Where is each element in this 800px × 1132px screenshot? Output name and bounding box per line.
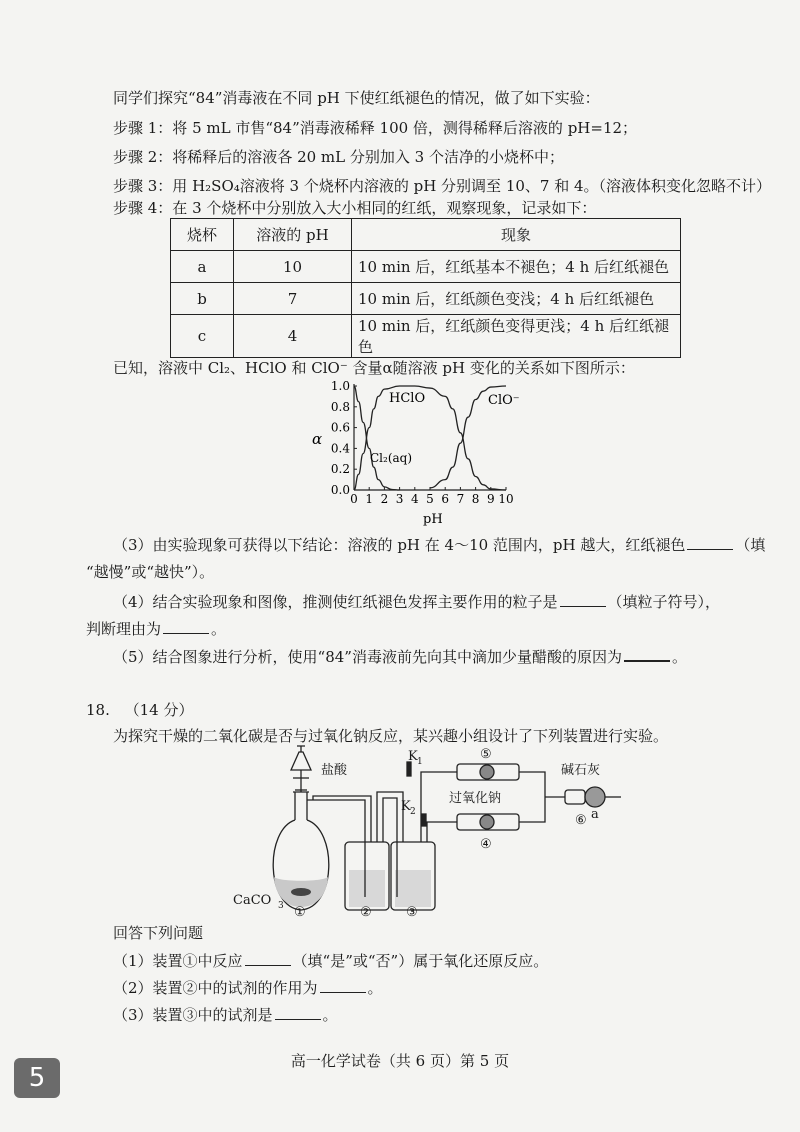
question-4-line2 bbox=[86, 619, 226, 639]
question-4-suffix: （填粒子符号）， bbox=[607, 593, 721, 611]
known-text: 已知，溶液中 Cl₂、HClO 和 ClO⁻ 含量α随溶液 pH 变化的关系如下图所示： bbox=[113, 359, 635, 377]
question-18-3 bbox=[113, 1005, 338, 1025]
y-tick-label: 0.6 bbox=[330, 420, 350, 435]
answer-blank-18-1[interactable] bbox=[245, 951, 291, 966]
observation-table bbox=[170, 218, 681, 358]
table-header-row bbox=[171, 219, 681, 251]
label-k1-sub: 1 bbox=[417, 757, 423, 767]
x-axis-label: pH bbox=[423, 512, 443, 527]
step-3: 步骤 3：用 H₂SO₄溶液将 3 个烧杯内溶液的 pH 分别调至 10、7 和 4。（溶液体积变化忽略不计） bbox=[113, 177, 772, 195]
answer-blank-q4-particle[interactable] bbox=[560, 592, 606, 607]
answer-prompt: 回答下列问题 bbox=[113, 924, 204, 942]
page-number-badge: 5 bbox=[14, 1058, 60, 1098]
x-tick-label: 4 bbox=[410, 492, 419, 506]
x-tick-label: 2 bbox=[380, 492, 389, 506]
question-18-score: （14 分） bbox=[124, 701, 194, 719]
step-2: 步骤 2：将稀释后的溶液各 20 mL 分别加入 3 个洁净的小烧杯中； bbox=[113, 148, 564, 166]
answer-blank-q4-reason[interactable] bbox=[163, 619, 209, 634]
question-18-3-suffix: 。 bbox=[322, 1006, 338, 1024]
label-k1: K bbox=[408, 749, 418, 764]
cell-beaker: a bbox=[171, 251, 234, 283]
label-soda-lime: 碱石灰 bbox=[561, 763, 601, 778]
x-tick-label: 3 bbox=[395, 492, 404, 506]
question-3-line2: “越慢”或“越快”）。 bbox=[86, 563, 215, 581]
x-tick-label: 8 bbox=[471, 492, 480, 506]
alpha-ph-chart bbox=[305, 378, 520, 530]
y-tick-label: 0.2 bbox=[330, 462, 350, 477]
table-row bbox=[171, 283, 681, 315]
answer-blank-18-3[interactable] bbox=[275, 1005, 321, 1020]
question-18-2 bbox=[113, 978, 383, 998]
x-tick-label: 5 bbox=[426, 492, 434, 506]
table-row bbox=[171, 251, 681, 283]
label-apparatus-5: ⑤ bbox=[480, 747, 492, 762]
question-18-1-text: （1）装置①中反应 bbox=[113, 952, 243, 970]
label-apparatus-3: ③ bbox=[406, 905, 418, 917]
cell-beaker: b bbox=[171, 283, 234, 315]
label-apparatus-4: ④ bbox=[480, 837, 492, 852]
x-tick-label: 10 bbox=[498, 492, 514, 506]
label-apparatus-2: ② bbox=[360, 905, 372, 917]
question-18-2-suffix: 。 bbox=[367, 979, 383, 997]
y-tick-label: 0.8 bbox=[330, 399, 350, 414]
page-footer: 高一化学试卷（共 6 页）第 5 页 bbox=[290, 1052, 510, 1070]
table-row bbox=[171, 315, 681, 358]
header-phenomenon: 现象 bbox=[352, 219, 681, 251]
question-4-text: （4）结合实验现象和图像，推测使红纸褪色发挥主要作用的粒子是 bbox=[113, 593, 558, 611]
cell-phenomenon: 10 min 后，红纸颜色变浅；4 h 后红纸褪色 bbox=[352, 283, 681, 315]
question-3-suffix: （填 bbox=[735, 536, 766, 554]
question-4-reason-text: 判断理由为 bbox=[86, 620, 162, 638]
cell-beaker: c bbox=[171, 315, 234, 358]
label-caco3: CaCO bbox=[233, 893, 272, 908]
cell-phenomenon: 10 min 后，红纸颜色变得更浅；4 h 后红纸褪色 bbox=[352, 315, 681, 358]
question-5-line bbox=[113, 646, 687, 667]
question-18-3-text: （3）装置③中的试剂是 bbox=[113, 1006, 273, 1024]
x-tick-label: 6 bbox=[441, 492, 450, 506]
label-caco3-sub: 3 bbox=[278, 901, 284, 911]
question-5-text: （5）结合图象进行分析，使用“84”消毒液前先向其中滴加少量醋酸的原因为 bbox=[113, 648, 622, 666]
y-tick-label: 0.4 bbox=[330, 441, 350, 456]
question-4-line1 bbox=[113, 592, 720, 612]
x-tick-label: 1 bbox=[365, 492, 374, 506]
answer-blank-q5[interactable] bbox=[624, 646, 670, 662]
label-hydrochloric-acid: 盐酸 bbox=[321, 763, 348, 778]
header-beaker: 烧杯 bbox=[171, 219, 234, 251]
question-18-1-suffix: （填“是”或“否”）属于氧化还原反应。 bbox=[292, 952, 549, 970]
label-outlet-a: a bbox=[591, 807, 599, 822]
question-5-suffix: 。 bbox=[671, 648, 687, 666]
cell-ph: 10 bbox=[234, 251, 352, 283]
step-1: 步骤 1：将 5 mL 市售“84”消毒液稀释 100 倍，测得稀释后溶液的 pH=12； bbox=[113, 119, 638, 137]
question-18-intro: 为探究干燥的二氧化碳是否与过氧化钠反应，某兴趣小组设计了下列装置进行实验。 bbox=[113, 727, 669, 745]
question-18-1 bbox=[113, 951, 548, 971]
answer-blank-q3[interactable] bbox=[687, 535, 733, 550]
header-ph: 溶液的 pH bbox=[234, 219, 352, 251]
y-tick-label: 1.0 bbox=[330, 379, 350, 393]
label-k2: K bbox=[401, 799, 411, 814]
label-apparatus-6: ⑥ bbox=[575, 813, 587, 828]
label-sodium-peroxide: 过氧化钠 bbox=[449, 791, 502, 806]
question-3-line1 bbox=[113, 535, 765, 555]
cell-phenomenon: 10 min 后，红纸基本不褪色；4 h 后红纸褪色 bbox=[352, 251, 681, 283]
step-4: 步骤 4：在 3 个烧杯中分别放入大小相同的红纸，观察现象，记录如下： bbox=[113, 199, 597, 217]
series-label-cl2: Cl₂(aq) bbox=[370, 451, 413, 465]
experiment-apparatus bbox=[225, 742, 625, 917]
question-18-2-text: （2）装置②中的试剂的作用为 bbox=[113, 979, 318, 997]
label-apparatus-1: ① bbox=[294, 905, 306, 917]
intro-text: 同学们探究“84”消毒液在不同 pH 下使红纸褪色的情况，做了如下实验： bbox=[113, 89, 600, 107]
cell-ph: 4 bbox=[234, 315, 352, 358]
question-4-reason-suffix: 。 bbox=[211, 620, 227, 638]
x-tick-label: 7 bbox=[456, 492, 465, 506]
series-label-hclo: HClO bbox=[389, 391, 426, 406]
question-3-text: （3）由实验现象可获得以下结论：溶液的 pH 在 4～10 范围内，pH 越大，红纸褪色 bbox=[113, 536, 686, 554]
y-axis-label: α bbox=[312, 430, 323, 448]
x-tick-label: 9 bbox=[486, 492, 495, 506]
cell-ph: 7 bbox=[234, 283, 352, 315]
question-18-number: 18. bbox=[86, 701, 110, 719]
y-tick-label: 0.0 bbox=[330, 483, 350, 497]
series-label-clo: ClO⁻ bbox=[488, 393, 520, 408]
answer-blank-18-2[interactable] bbox=[320, 978, 366, 993]
label-k2-sub: 2 bbox=[410, 807, 416, 817]
x-tick-label: 0 bbox=[350, 492, 358, 506]
question-18-header bbox=[86, 700, 194, 720]
